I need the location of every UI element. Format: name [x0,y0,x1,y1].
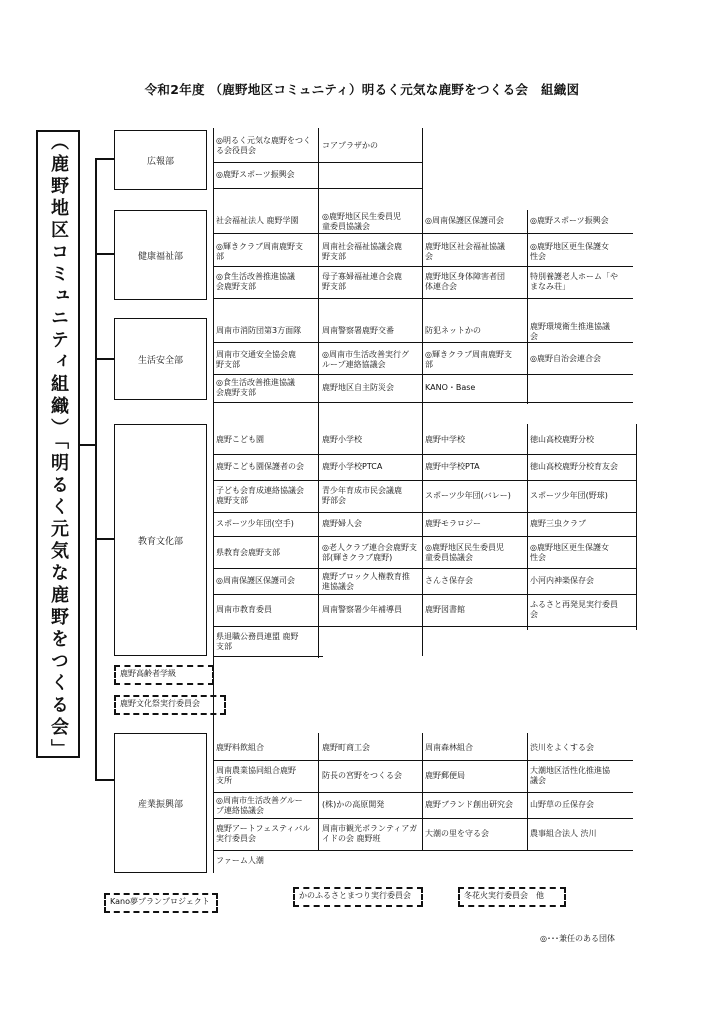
cell: 周南農業協同組合鹿野 支所 [216,766,296,785]
grid-h-seikatsu1 [213,342,633,343]
cell: スポーツ少年団(バレー) [425,491,511,500]
grid-h-kyoiku3 [213,512,636,513]
cell: KANO・Base [425,383,476,392]
cell: ◎食生活改善推進協議 会鹿野支部 [216,272,295,291]
cell: 鹿野アートフェスティバル 実行委員会 [216,824,311,843]
cell: 周南市交通安全協会鹿 野支部 [216,350,296,369]
grid-h-kyoiku1 [213,454,636,455]
grid-h-koho2 [213,188,423,189]
grid-v2 [318,128,319,658]
grid-h-sangyo1 [213,760,633,761]
dept-koho: 広報部 [114,130,207,190]
grid-h-sangyo3 [213,818,633,819]
dashed-fuyuhanabi: 冬花火実行委員会 他 [458,887,566,907]
cell: ◎明るく元気な鹿野をつく る会役員会 [216,136,311,155]
grid-h-kyoiku5 [213,568,636,569]
cell: 鹿野図書館 [425,605,465,614]
branch-kyoiku [95,538,114,540]
org-name: （鹿野地区コミュニティ組織）「明るく元気な鹿野をつくる会」 [48,132,69,761]
cell: 鹿野モラロジー [425,519,481,528]
cell: ◎鹿野地区更生保護女 性会 [530,242,609,261]
dashed-kano-culture: 鹿野文化祭実行委員会 [114,695,226,715]
trunk-v [95,158,97,780]
cell: ファーム人潮 [216,856,264,865]
legend: ◎･･･兼任のある団体 [540,934,615,943]
cell: 周南市観光ボランティアガ イドの会 鹿野班 [322,824,418,843]
cell: 鹿野小学校 [322,435,362,444]
dept-sangyo: 産業振興部 [114,733,207,873]
page-title: 令和2年度 （鹿野地区コミュニティ）明るく元気な鹿野をつくる会 組織図 [144,82,580,97]
cell: ◎周南保護区保護司会 [425,216,504,225]
cell: 大潮の里を守る会 [425,829,489,838]
cell: ◎輝きクラブ周南鹿野支 部 [216,242,303,261]
grid-h-sangyo4 [213,850,633,851]
cell: ◎鹿野スポーツ振興会 [216,170,295,179]
dept-seikatsu: 生活安全部 [114,318,207,400]
cell: 鹿野地区自主防災会 [322,383,394,392]
cell: ◎鹿野自治会連合会 [530,354,601,363]
cell: 鹿野ブロック人権教育推 進協議会 [322,572,410,591]
cell: 県教育会鹿野支部 [216,548,280,557]
cell: 防犯ネットかの [425,326,481,335]
grid-h-kyoiku6 [213,594,636,595]
cell: 周南市教育委員 [216,605,272,614]
cell: ◎鹿野地区民生委員児 童委員協議会 [322,212,401,231]
dept-kyoiku: 教育文化部 [114,424,207,656]
cell: ◎周南市生活改善グルー プ連絡協議会 [216,796,303,815]
cell: コアプラザかの [322,141,378,150]
grid-h-kyoiku7 [213,626,636,627]
cell: 徳山高校鹿野分校 [530,435,594,444]
dashed-kano-dream: Kano夢プランプロジェクト [104,893,218,913]
cell: 鹿野中学校PTA [425,462,480,471]
cell: 小河内神楽保存会 [530,576,594,585]
cell: 徳山高校鹿野分校育友会 [530,462,618,471]
cell: 県退職公務員連盟 鹿野 支部 [216,632,299,651]
cell: 社会福祉法人 鹿野学園 [216,216,299,225]
cell: 鹿野町商工会 [322,743,370,752]
cell: 山野草の丘保存会 [530,800,594,809]
cell: ふるさと再発見実行委員 会 [530,600,618,619]
cell: スポーツ少年団(野球) [530,491,608,500]
cell: 子ども会育成連絡協議会 鹿野支部 [216,486,304,505]
cell: 鹿野婦人会 [322,519,362,528]
cell: 鹿野ブランド創出研究会 [425,800,513,809]
cell: 特別養護老人ホーム「や まなみ荘」 [530,272,618,291]
cell: ◎周南保護区保護司会 [216,576,295,585]
cell: 鹿野三虫クラブ [530,519,586,528]
cell: 鹿野郵便局 [425,771,465,780]
cell: 渋川をよくする会 [530,743,594,752]
cell: 周南警察署鹿野交番 [322,326,394,335]
cell: 周南社会福祉協議会鹿 野支部 [322,242,402,261]
cell: 鹿野こども園保護者の会 [216,462,304,471]
cell: 大潮地区活性化推進協 議会 [530,766,610,785]
cell: ◎老人クラブ連合会鹿野支 部(輝きクラブ鹿野) [322,543,417,562]
grid-h-seikatsu2 [213,374,633,375]
grid-v1 [213,128,214,873]
cell: 鹿野小学校PTCA [322,462,383,471]
grid-h-kyoiku2 [213,480,636,481]
grid-h-kyoiku4 [213,536,636,537]
cell: ◎鹿野地区更生保護女 性会 [530,543,609,562]
cell: 農事組合法人 渋川 [530,829,597,838]
branch-kenko [95,253,114,255]
cell: 防長の宮野をつくる会 [322,771,402,780]
grid-v5 [636,424,637,630]
cell: (株)かの高原開発 [322,800,385,809]
grid-h-koho [213,162,423,163]
branch-koho [95,158,114,160]
cell: 鹿野環境衛生推進協議 会 [530,322,610,341]
grid-h-kenko3 [213,298,633,299]
branch-sangyo [95,779,114,781]
grid-v3 [422,128,423,656]
cell: 周南警察署少年補導員 [322,605,402,614]
cell: スポーツ少年団(空手) [216,519,294,528]
dashed-furusato-festival: かのふるさとまつり実行委員会 [293,887,423,907]
grid-h-kenko1 [213,233,633,234]
trunk-h [80,444,96,446]
cell: 母子寡婦福祉連合会鹿 野支部 [322,272,402,291]
grid-h-kenko2 [213,266,633,267]
dashed-kano-elderly: 鹿野高齢者学級 [114,665,214,685]
cell: 周南市消防団第3方面隊 [216,326,302,335]
cell: 青少年育成市民会議鹿 野部会 [322,486,402,505]
cell: 周南森林組合 [425,743,473,752]
cell: ◎食生活改善推進協議 会鹿野支部 [216,378,295,397]
grid-h-sangyo2 [213,792,633,793]
grid-h-seikatsu3 [213,402,633,403]
cell: さんさ保存会 [425,576,473,585]
cell: 鹿野地区身体障害者団 体連合会 [425,272,505,291]
cell: 鹿野こども園 [216,435,264,444]
cell: ◎鹿野スポーツ振興会 [530,216,609,225]
cell: ◎輝きクラブ周南鹿野支 部 [425,350,512,369]
grid-h-kyoiku8 [213,656,323,657]
org-name-box [36,130,80,761]
cell: 鹿野中学校 [425,435,465,444]
cell: ◎周南市生活改善実行グ ループ連絡協議会 [322,350,409,369]
cell: 鹿野地区社会福祉協議 会 [425,242,505,261]
dept-kenko: 健康福祉部 [114,210,207,300]
cell: 鹿野料飲組合 [216,743,264,752]
cell: ◎鹿野地区民生委員児 童委員協議会 [425,543,504,562]
branch-seikatsu [95,358,114,360]
